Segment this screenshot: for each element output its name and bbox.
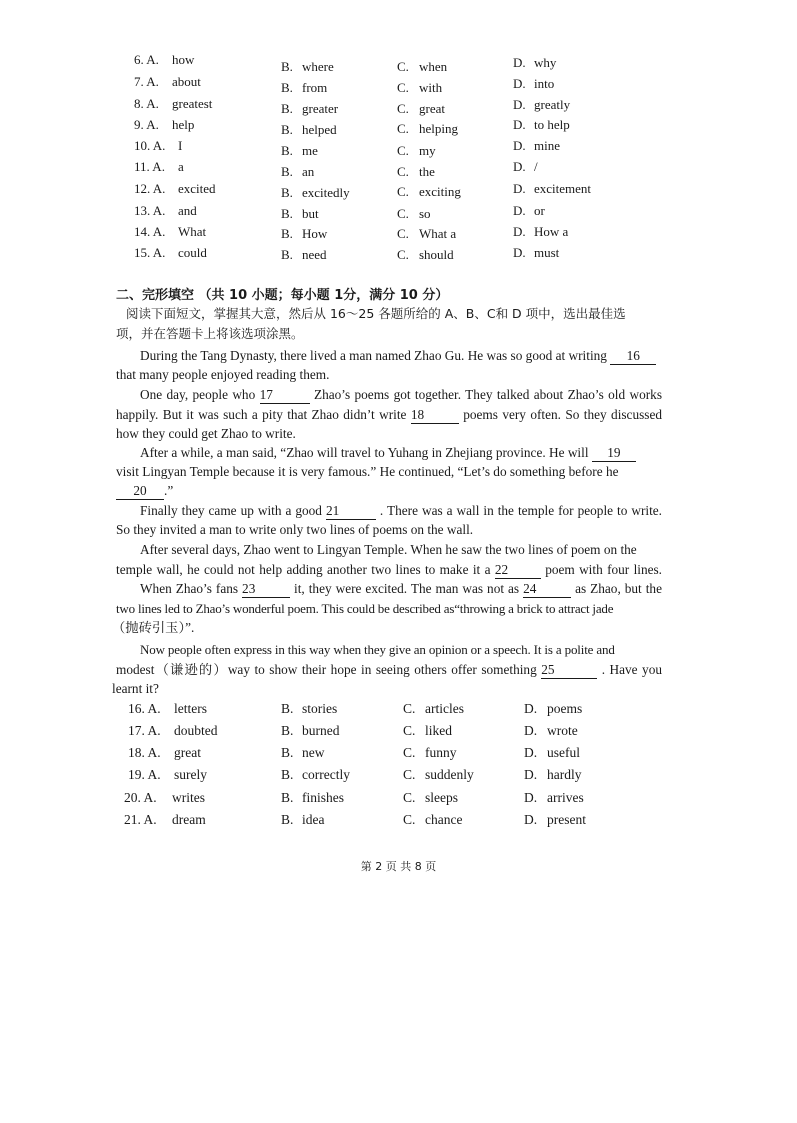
- section-title: 二、完形填空 （共 10 小题；每小题 1分，满分 10 分）: [116, 288, 449, 303]
- option-b: but: [302, 206, 319, 221]
- question-number: 8. A.: [134, 96, 159, 111]
- option-a: I: [178, 138, 183, 153]
- passage-line: 20 .”: [116, 481, 662, 501]
- option-d: must: [534, 245, 560, 260]
- question-number: 14. A.: [134, 224, 166, 239]
- option-d: How a: [534, 224, 569, 239]
- option-row-11: [0, 159, 797, 179]
- option-b: How: [302, 226, 328, 241]
- option-d: useful: [547, 745, 580, 760]
- label-c: C.: [397, 206, 409, 221]
- option-row-18: [0, 745, 797, 765]
- option-b: correctly: [302, 767, 350, 782]
- blank-17: 17: [260, 387, 310, 404]
- blank-16: 16: [610, 348, 656, 365]
- blank-23: 23: [242, 581, 290, 598]
- label-d: D.: [524, 812, 538, 827]
- option-c: great: [419, 101, 445, 116]
- label-d: D.: [524, 701, 538, 716]
- label-b: B.: [281, 206, 293, 221]
- label-c: C.: [397, 164, 409, 179]
- blank-20: 20: [116, 483, 164, 500]
- label-c: C.: [397, 59, 409, 74]
- label-d: D.: [513, 97, 526, 112]
- option-a: What: [178, 224, 207, 239]
- label-c: C.: [403, 812, 416, 827]
- option-a: great: [174, 745, 201, 760]
- question-number: 17. A.: [128, 723, 161, 738]
- option-d: /: [534, 159, 538, 174]
- label-c: C.: [403, 723, 416, 738]
- option-c: What a: [419, 226, 457, 241]
- instructions-line-2: 项，并在答题卡上将该选项涂黑。: [116, 326, 304, 341]
- label-d: D.: [513, 55, 526, 70]
- option-b: excitedly: [302, 185, 350, 200]
- option-row-19: [0, 767, 797, 787]
- option-a: greatest: [172, 96, 213, 111]
- option-c: my: [419, 143, 436, 158]
- option-row-16: [0, 701, 797, 721]
- option-a: could: [178, 245, 207, 260]
- option-c: sleeps: [425, 790, 458, 805]
- option-d: or: [534, 203, 545, 218]
- label-c: C.: [403, 790, 416, 805]
- option-b: from: [302, 80, 328, 95]
- option-a: excited: [178, 181, 216, 196]
- option-b: burned: [302, 723, 340, 738]
- option-row-9: [0, 117, 797, 137]
- question-number: 11. A.: [134, 159, 165, 174]
- question-number: 19. A.: [128, 767, 161, 782]
- passage-line: temple wall, he could not help adding another two lines to make it a 22 poem with four lines.: [116, 562, 663, 577]
- question-number: 18. A.: [128, 745, 161, 760]
- blank-22: 22: [495, 562, 541, 579]
- option-b: need: [302, 247, 327, 262]
- label-c: C.: [403, 701, 416, 716]
- label-b: B.: [281, 790, 294, 805]
- option-row-7: [0, 74, 797, 94]
- label-b: B.: [281, 226, 293, 241]
- option-row-6: [0, 52, 797, 72]
- option-d: hardly: [547, 767, 582, 782]
- option-a: writes: [172, 790, 205, 805]
- passage-line: So they invited a man to write only two lines of poems on the wall.: [116, 522, 474, 537]
- label-b: B.: [281, 247, 293, 262]
- label-d: D.: [513, 181, 526, 196]
- option-a: dream: [172, 812, 206, 827]
- label-c: C.: [403, 745, 416, 760]
- option-b: greater: [302, 101, 339, 116]
- passage-line: modest（谦逊的）way to show their hope in seeing others offer something 25 . Have you: [116, 662, 662, 677]
- option-d: present: [547, 812, 586, 827]
- label-c: C.: [397, 80, 409, 95]
- option-row-8: [0, 96, 797, 116]
- question-number: 15. A.: [134, 245, 166, 260]
- label-c: C.: [397, 184, 409, 199]
- blank-19: 19: [592, 445, 636, 462]
- blank-25: 25: [541, 662, 597, 679]
- option-c: should: [419, 247, 454, 262]
- label-d: D.: [524, 745, 538, 760]
- option-c: articles: [425, 701, 464, 716]
- option-b: new: [302, 745, 325, 760]
- option-c: with: [419, 80, 443, 95]
- passage-line: visit Lingyan Temple because it is very famous.” He continued, “Let’s do something before he: [116, 464, 619, 479]
- option-d: why: [534, 55, 557, 70]
- option-c: when: [419, 59, 448, 74]
- option-a: and: [178, 203, 197, 218]
- passage-line: During the Tang Dynasty, there lived a man named Zhao Gu. He was so good at writing 16: [140, 346, 662, 366]
- label-c: C.: [397, 101, 409, 116]
- label-d: D.: [524, 723, 538, 738]
- option-a: a: [178, 159, 184, 174]
- option-c: liked: [425, 723, 452, 738]
- option-row-20: [0, 790, 797, 810]
- label-c: C.: [397, 143, 409, 158]
- option-row-14: [0, 224, 797, 244]
- passage-line: Finally they came up with a good 21 . There was a wall in the temple for people to write.: [140, 503, 662, 518]
- option-a: help: [172, 117, 195, 132]
- option-d: excitement: [534, 181, 592, 196]
- option-b: me: [302, 143, 318, 158]
- option-b: finishes: [302, 790, 344, 805]
- option-row-13: [0, 203, 797, 223]
- label-b: B.: [281, 143, 293, 158]
- option-d: arrives: [547, 790, 584, 805]
- option-row-17: [0, 723, 797, 743]
- label-b: B.: [281, 122, 293, 137]
- label-b: B.: [281, 812, 294, 827]
- passage-line: that many people enjoyed reading them.: [116, 367, 330, 382]
- label-b: B.: [281, 185, 293, 200]
- label-d: D.: [524, 790, 538, 805]
- option-c: the: [419, 164, 435, 179]
- label-b: B.: [281, 59, 293, 74]
- instructions-line-1: 阅读下面短文，掌握其大意，然后从 16～25 各题所给的 A、B、C和 D 项中，选出最佳选: [126, 306, 626, 321]
- label-b: B.: [281, 723, 294, 738]
- option-d: into: [534, 76, 555, 91]
- label-d: D.: [513, 203, 526, 218]
- question-number: 9. A.: [134, 117, 159, 132]
- question-number: 7. A.: [134, 74, 159, 89]
- passage-line: how they could get Zhao to write.: [116, 426, 296, 441]
- option-a: letters: [174, 701, 207, 716]
- option-d: greatly: [534, 97, 571, 112]
- label-d: D.: [513, 138, 526, 153]
- label-c: C.: [397, 226, 409, 241]
- option-a: about: [172, 74, 201, 89]
- passage-line: （抛砖引玉）”.: [112, 620, 195, 635]
- option-b: an: [302, 164, 315, 179]
- label-b: B.: [281, 101, 293, 116]
- question-number: 10. A.: [134, 138, 166, 153]
- option-c: chance: [425, 812, 463, 827]
- option-c: funny: [425, 745, 457, 760]
- question-number: 6. A.: [134, 52, 159, 67]
- label-d: D.: [524, 767, 538, 782]
- label-d: D.: [513, 245, 526, 260]
- option-row-10: [0, 138, 797, 158]
- option-row-15: [0, 245, 797, 265]
- option-c: helping: [419, 121, 458, 136]
- label-d: D.: [513, 224, 526, 239]
- question-number: 21. A.: [124, 812, 157, 827]
- passage-line: two lines led to Zhao’s wonderful poem. This could be described as“throwing a brick to attract jade: [116, 601, 614, 616]
- option-d: mine: [534, 138, 560, 153]
- question-number: 16. A.: [128, 701, 161, 716]
- blank-18: 18: [411, 407, 459, 424]
- label-d: D.: [513, 76, 526, 91]
- question-number: 20. A.: [124, 790, 157, 805]
- label-c: C.: [397, 247, 409, 262]
- option-d: poems: [547, 701, 583, 716]
- passage-line: After several days, Zhao went to Lingyan Temple. When he saw the two lines of poem on the: [140, 542, 637, 557]
- passage-line: When Zhao’s fans 23 it, they were excited. The man was not as 24 as Zhao, but the: [140, 581, 662, 596]
- label-b: B.: [281, 164, 293, 179]
- label-d: D.: [513, 159, 526, 174]
- option-row-21: [0, 812, 797, 832]
- option-b: where: [302, 59, 334, 74]
- option-a: surely: [174, 767, 207, 782]
- label-b: B.: [281, 701, 294, 716]
- page-footer: 第 2 页 共 8 页: [360, 860, 437, 873]
- blank-21: 21: [326, 503, 376, 520]
- passage-line: learnt it?: [112, 681, 159, 696]
- option-c: so: [419, 206, 431, 221]
- option-c: suddenly: [425, 767, 474, 782]
- option-c: exciting: [419, 184, 461, 199]
- option-row-12: [0, 181, 797, 201]
- label-c: C.: [403, 767, 416, 782]
- label-c: C.: [397, 121, 409, 136]
- option-a: how: [172, 52, 195, 67]
- passage-line: One day, people who 17 Zhao’s poems got together. They talked about Zhao’s old works: [140, 387, 662, 402]
- option-d: to help: [534, 117, 570, 132]
- label-d: D.: [513, 117, 526, 132]
- label-b: B.: [281, 767, 294, 782]
- option-d: wrote: [547, 723, 578, 738]
- passage-line: Now people often express in this way when they give an opinion or a speech. It is a polite and: [140, 642, 615, 657]
- question-number: 13. A.: [134, 203, 166, 218]
- blank-24: 24: [523, 581, 571, 598]
- option-b: helped: [302, 122, 337, 137]
- question-number: 12. A.: [134, 181, 166, 196]
- passage-line: After a while, a man said, “Zhao will travel to Yuhang in Zhejiang province. He will 19: [140, 443, 662, 463]
- option-a: doubted: [174, 723, 218, 738]
- passage-line: happily. But it was such a pity that Zhao didn’t write 18 poems very often. So they discussed: [116, 407, 663, 422]
- option-b: idea: [302, 812, 325, 827]
- label-b: B.: [281, 80, 293, 95]
- label-b: B.: [281, 745, 294, 760]
- option-b: stories: [302, 701, 338, 716]
